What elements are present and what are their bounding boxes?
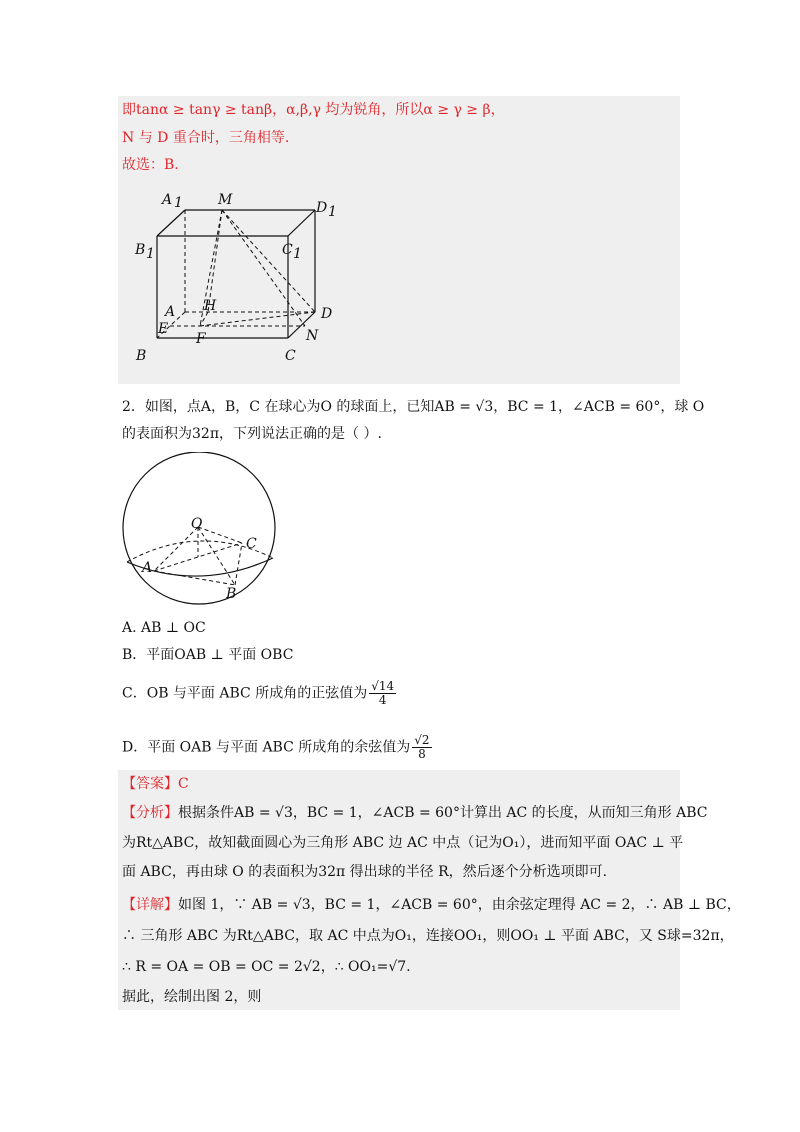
- option-d-fraction: $\frac{√2}{8}$: [414, 733, 430, 761]
- option-c-fraction: $\frac{√14}{4}$: [371, 679, 395, 707]
- analysis-line-3: 面 ABC，再由球 O 的表面积为32π 得出球的半径 R，然后逐个分析选项即可.: [122, 864, 608, 880]
- label-C1: C: [282, 242, 293, 258]
- option-a: A. AB ⊥ OC: [122, 620, 206, 636]
- label-D: D: [321, 306, 333, 322]
- label-C: C: [285, 348, 296, 364]
- label-B1: B: [135, 242, 146, 258]
- label-B1-sub: 1: [146, 246, 155, 262]
- solution-line-3: 故选：B.: [122, 157, 179, 173]
- detail-line-3: ∴ R = OA = OB = OC = 2√2，∴ OO₁=√7.: [122, 959, 411, 975]
- label-C1-sub: 1: [293, 246, 302, 262]
- sphere-figure: [118, 452, 288, 612]
- label-N: N: [306, 328, 319, 344]
- label-A1-sub: 1: [174, 195, 183, 211]
- label-H: H: [204, 298, 217, 314]
- sphere-label-C: C: [246, 536, 257, 552]
- label-A1: A: [162, 192, 173, 208]
- option-b: B．平面OAB ⊥ 平面 OBC: [122, 647, 294, 663]
- option-c: [122, 680, 398, 707]
- label-D1-sub: 1: [328, 204, 337, 220]
- solution-line-1: 即tanα ≥ tanγ ≥ tanβ，α,β,γ 均为锐角，所以α ≥ γ ≥ β，: [122, 102, 505, 118]
- sphere-label-B: B: [226, 586, 237, 602]
- label-B: B: [136, 348, 147, 364]
- detail-line-1: 【详解】如图 1，∵ AB = √3，BC = 1，∠ACB = 60°，由余弦定理得 AC = 2，∴ AB ⊥ BC，: [122, 897, 741, 913]
- label-D1: D: [316, 200, 328, 216]
- question-line-1: 2．如图，点A，B，C 在球心为O 的球面上，已知AB = √3，BC = 1，∠ACB = 60°，球 O: [122, 399, 705, 415]
- detail-line-2: ∴ 三角形 ABC 为Rt△ABC，取 AC 中点为O₁，连接OO₁，则OO₁ ⊥ 平面 ABC，又 S球=32π，: [122, 928, 734, 944]
- sphere-label-A: A: [142, 560, 153, 576]
- answer-line: 【答案】C: [122, 776, 189, 792]
- detail-line-4: 据此，绘制出图 2，则: [122, 989, 262, 1005]
- label-A: A: [165, 304, 176, 320]
- analysis-line-2: 为Rt△ABC，故知截面圆心为三角形 ABC 边 AC 中点（记为O₁），进而知平面 OAC ⊥ 平: [122, 835, 684, 851]
- sphere-label-O: O: [191, 516, 203, 532]
- cube-figure: [130, 188, 340, 378]
- analysis-line-1: 【分析】根据条件AB = √3，BC = 1，∠ACB = 60°计算出 AC 的长度，从而知三角形 ABC: [122, 805, 708, 821]
- solution-line-2: N 与 D 重合时，三角相等.: [122, 130, 290, 146]
- label-F: F: [196, 331, 206, 347]
- option-d: [122, 734, 434, 761]
- option-d-text: D．平面 OAB 与平面 ABC 所成角的余弦值为: [122, 739, 411, 756]
- option-c-text: C．OB 与平面 ABC 所成角的正弦值为: [122, 685, 368, 702]
- label-M: M: [218, 192, 233, 208]
- question-line-2: 的表面积为32π，下列说法正确的是（ ）.: [122, 426, 382, 442]
- label-E: E: [158, 321, 169, 337]
